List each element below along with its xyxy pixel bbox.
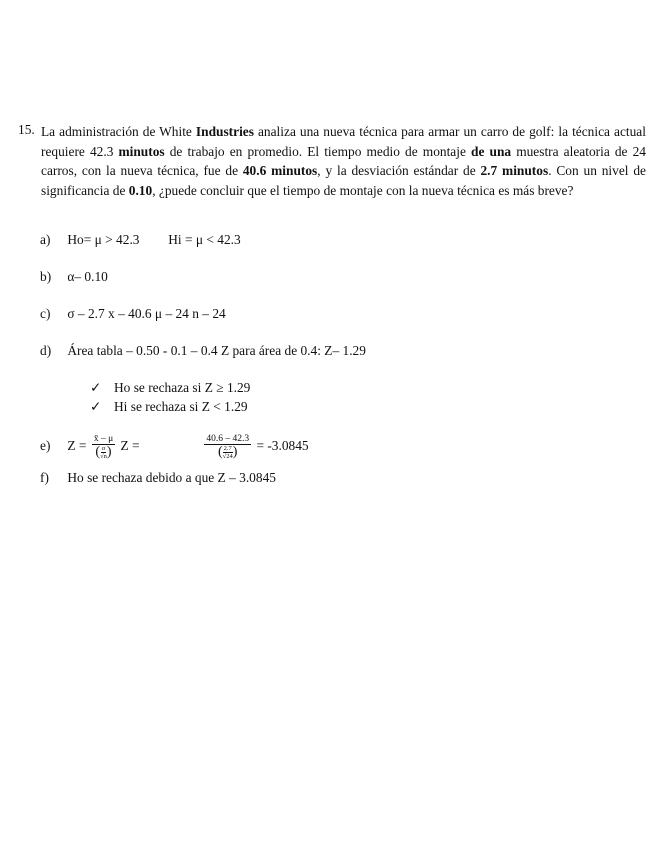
- problem-text-bold: 2.7 minutos: [480, 163, 549, 178]
- problem-text-segment: , ¿puede concluir que el tiempo de montaje con la nueva técnica es más breve?: [152, 182, 574, 198]
- answer-e: [40, 434, 309, 460]
- answer-label: a): [40, 232, 51, 247]
- problem-text-segment: , y la desviación estándar de: [317, 163, 481, 178]
- std-dev-value: 2.7: [223, 445, 232, 452]
- inner-fraction: [223, 445, 233, 460]
- z-equals: Z =: [67, 438, 87, 454]
- problem-statement: [18, 122, 646, 200]
- problem-text-bold: minutos: [118, 143, 165, 159]
- sqrt-n: √n: [100, 453, 107, 460]
- conclusion-text: Ho se rechaza debido a que Z – 3.0845: [67, 470, 276, 485]
- problem-text-bold: minutos: [271, 163, 318, 178]
- null-hypothesis: Ho= μ > 42.3: [67, 232, 140, 247]
- answer-label: c): [40, 306, 51, 321]
- problem-number: 15.: [18, 122, 35, 137]
- problem-text-bold: de una: [471, 143, 517, 159]
- problem-text-bold: 0.10: [128, 182, 153, 198]
- answer-label: e): [40, 438, 51, 454]
- inner-fraction: [100, 445, 107, 460]
- z-formula-fraction: [92, 434, 115, 460]
- problem-text-segment: muestra aleatoria de 24 carros, con la nueva técnica, fue de: [41, 143, 646, 178]
- decision-rule-text: Hi se rechaza si Z < 1.29: [114, 399, 248, 414]
- critical-value-text: Área tabla – 0.50 - 0.1 – 0.4 Z para área de 0.4: Z– 1.29: [67, 343, 366, 358]
- problem-text-segment: La administración de White: [41, 124, 196, 139]
- decision-rule-item: [90, 397, 250, 416]
- answer-c: [40, 306, 226, 322]
- z-value-numerator: 40.6 – 42.3: [206, 434, 250, 444]
- alternative-hypothesis: Hi = μ < 42.3: [168, 232, 241, 247]
- significance-level: α– 0.10: [67, 269, 108, 284]
- decision-rule-item: [90, 378, 250, 397]
- answer-b: [40, 269, 108, 285]
- problem-text-segment: analiza una nueva técnica para armar un carro de golf:: [253, 124, 559, 139]
- z-result: = -3.0845: [256, 438, 309, 454]
- z-value-denominator: ( $\frac{2.7}{√24}$ ): [217, 444, 238, 460]
- given-values: σ – 2.7 x – 40.6 μ – 24 n – 24: [67, 306, 226, 321]
- problem-text-bold: 40.6: [242, 163, 267, 178]
- answer-label: f): [40, 470, 49, 485]
- problem-text-segment: de trabajo en promedio. El tiempo medio de montaje: [164, 143, 472, 159]
- answer-d: [40, 343, 366, 359]
- z-formula-numerator: x̄ – μ: [93, 434, 114, 444]
- problem-text-segment: . Con un nivel de significancia de: [41, 163, 646, 198]
- z-value-fraction: [204, 434, 251, 460]
- checkmark-icon: ✓: [90, 399, 102, 414]
- answer-label: b): [40, 269, 52, 284]
- z-equals-second: Z =: [120, 438, 140, 454]
- answer-label: d): [40, 343, 52, 358]
- answer-a: [40, 232, 241, 248]
- checkmark-icon: ✓: [90, 380, 102, 395]
- decision-rule-text: Ho se rechaza si Z ≥ 1.29: [114, 380, 251, 395]
- problem-text-segment: la técnica actual requiere 42.3: [41, 124, 646, 159]
- sqrt-24: √24: [222, 453, 233, 460]
- problem-text: [41, 122, 646, 200]
- sigma-symbol: σ: [101, 445, 106, 452]
- problem-text-bold: Industries: [195, 124, 254, 139]
- decision-rules: [90, 378, 250, 416]
- answer-f: [40, 470, 276, 486]
- z-formula-denominator: ( $\frac{\sigma}{√n}$ ): [95, 444, 112, 460]
